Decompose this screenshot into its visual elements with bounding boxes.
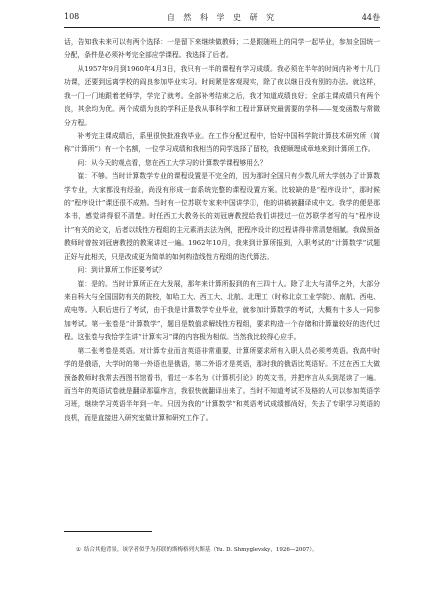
footnote-text: 结合其他背景，该学者似乎为苏联的斯梅格列夫斯基（Yu. D. Shmyglevsky，1926—2007）。 xyxy=(83,547,318,553)
paragraph: 崔：是的。当时计算所正在大发展，那年来计算所报到的有三四十人。除了北大与清华之外，大部分来自科大与全国国防有关的院校，如哈工大、西工大、北航、北理工（时称北京工业学院）、南航、西电、成电等。入职后进行了考试，由于我是计算数学专业毕业，就参加计算数学的考试，大概有十多人一同参加考试。第一张卷是“计算数学”，题目是数值求解线性方程组，要求构造一个存储和计算量较好的迭代过程。这张卷与我恰学生讲“计算实习”课的内容极为相似。当然我比较得心应手。 xyxy=(64,279,380,342)
page-number: 108 xyxy=(64,12,80,21)
paragraph: 话，告知我未来可以有两个选择：一是留下来继续做教师；二是跟随班上的同学一起毕业，参加全国统一分配，条件是必须补考完全部应学课程。我选择了后者。 xyxy=(64,38,380,60)
footnote xyxy=(76,546,380,554)
footnote-mark: ① xyxy=(76,547,81,553)
running-header xyxy=(64,12,380,26)
interview-question: 问：到计算所工作还要考试？ xyxy=(77,266,166,275)
header-rule xyxy=(64,27,380,28)
article-body xyxy=(64,36,380,425)
paragraph: 第二张考卷是英语。对计算专业而言英语非常重要，计算所要求所有入职人员必须考英语。我高中时学的是俄语，大学时的第一外语也是俄语，第二外语才是英语，那时我的俄语比英语好。不过在西工大做预备教师时我常去西图书馆看书，看过一本名为《计算机引论》的英文书，并把序言从头到尾读了一遍。而当年的英语试卷就是翻译那篇序言，我很快就翻译出来了。当时不知道考试不及格的人可以参加英语学习班，继续学习英语半年到一年。只因为我的“计算数学”和英语考试成绩都尚好，失去了专职学习英语的良机，而是直接进入研究室做计算和研究工作了。 xyxy=(64,346,380,422)
paragraph: 从1957年9月到1960年4月3日，我只有一半的课程有学习成绩。我必须在半年的时间内补考十几门功课，还要到远离学校的阎良参加毕业实习。时间紧是客观现实，除了夜以继日没有别的办法。就这样，我一门一门地跟着老师学，学完了就考。全部补考结束之后，我才知道成绩良好；全部主课成绩只有两个良，其余均为优。两个成绩为良的学科正是我从事科学和工程计算研究最需要的学科——复变函数与常微分方程。 xyxy=(64,64,380,127)
footnote-rule xyxy=(64,531,152,532)
interview-question: 问：从今天的观点看，您在西工大学习的计算数学课程够用么？ xyxy=(77,158,267,167)
journal-title: 自 然 科 学 史 研 究 xyxy=(166,13,278,22)
volume-label: 44卷 xyxy=(361,13,380,22)
paragraph: 崔：不够。当时计算数学专业的课程设置是不完全的，因为那时全国只有少数几所大学创办了计算数学专业，大家都没有经验，尚没有形成一套系统完整的课程设置方案。比较缺的是“程序设计”，那时候的“程序设计”课还很不成熟。当时有一位苏联专家来中国讲学①，他的讲稿被翻译成中文。我学的便是那本书，感觉讲得很不清楚。时任西工大教务长的刘冠唐教授给我们讲授过一位苏联学者写的与“程序设计”有关的论文，后者以线性方程组的主元素消去法为例，把程序设计的过程讲得非常清楚细腻。我做预备教师时曾按刘冠唐教授的教案讲过一遍。1962年10月，我来到计算所报到，入职考试的“计算数学”试题正好与此相关，只是改成更为简单的如何构造线性方程组的迭代算法。 xyxy=(64,172,380,261)
paragraph: 补考完主课成绩后，系里很快批准我毕业。在工作分配过程中，恰好中国科学院计算技术研究所（简称“计算所”）有一个名额，一位学习成绩和我相当的同学选择了留校，我便顺理成章地来到计算所工作。 xyxy=(64,131,380,154)
